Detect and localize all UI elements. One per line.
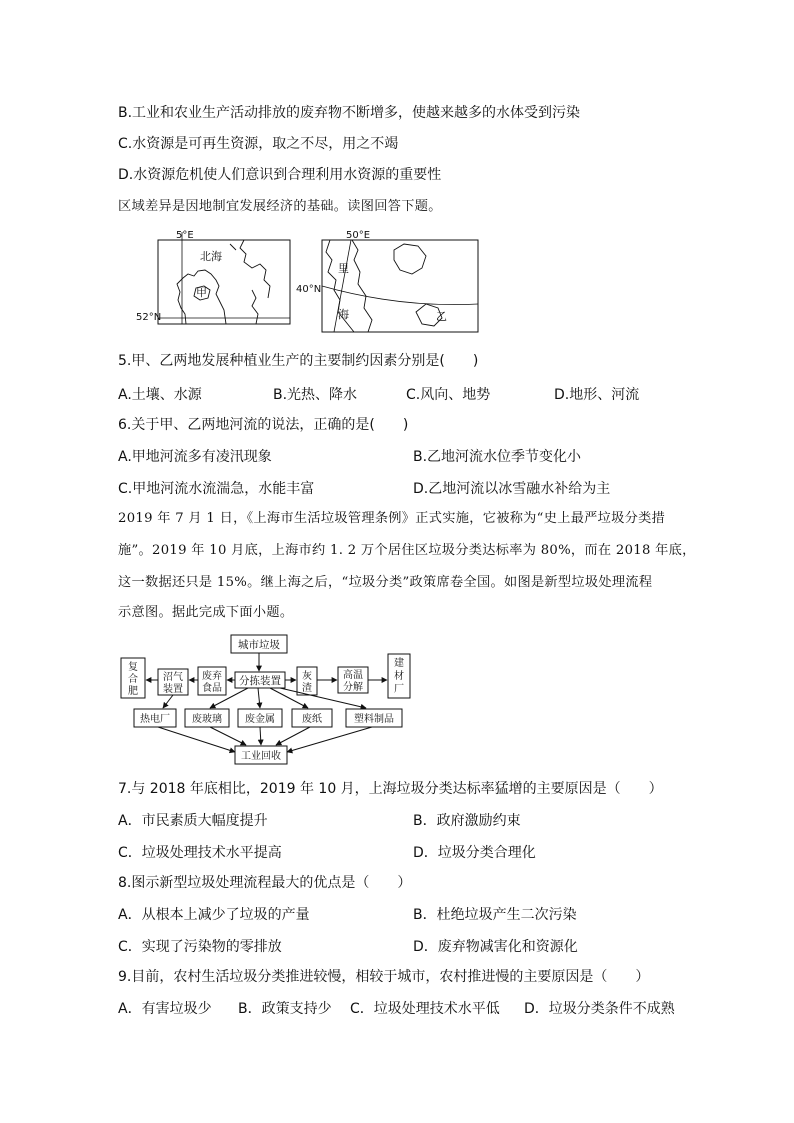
map-yi-parallel [322,286,478,305]
map-yi-lon: 50°E [346,230,371,241]
map-jia-lon: 5°E [176,230,194,241]
node-glass-label: 废玻璃 [192,714,222,725]
waste-intro-line-3: 这一数据还只是 15%。继上海之后，“垃圾分类”政策席卷全国。如图是新型垃圾处理流程 [118,575,653,590]
q6-option-d: D.乙地河流以冰雪融水补给为主 [413,481,611,497]
node-power-plant-label: 热电厂 [140,714,170,725]
node-building-material-label-1: 建 [394,658,404,669]
q9-option-d: D．垃圾分类条件不成熟 [524,1001,675,1017]
q4-option-b: B.工业和农业生产活动排放的废弃物不断增多，使越来越多的水体受到污染 [118,105,581,121]
map-jia-sea: 北海 [200,250,222,263]
node-food-waste-label-2: 食品 [202,683,222,694]
q5-option-b: B.光热、降水 [273,387,358,403]
q6-stem: 6.关于甲、乙两地河流的说法，正确的是( ) [118,417,409,433]
q4-option-c: C.水资源是可再生资源，取之不尽，用之不竭 [118,136,399,152]
arrow-metal-to-recycle [260,727,261,745]
q8-stem: 8.图示新型垃圾处理流程最大的优点是（ ） [118,875,412,891]
q4-option-d: D.水资源危机使人们意识到合理利用水资源的重要性 [118,167,442,183]
waste-intro-line-4: 示意图。据此完成下面小题。 [118,605,294,620]
node-fertilizer-label-2: 合 [128,674,138,685]
node-plastic-label: 塑料制品 [354,714,394,725]
q9-option-c: C．垃圾处理技术水平低 [350,1001,500,1017]
arrow-paper-to-recycle [276,727,310,745]
node-biogas-label-2: 装置 [163,684,183,695]
waste-intro-line-1: 2019 年 7 月 1 日，《上海市生活垃圾管理条例》正式实施，它被称为“史上最严垃圾分类措 [118,511,666,526]
node-pyrolysis-label-2: 分解 [343,682,363,693]
node-biogas-label-1: 沼气 [163,672,183,683]
q8-option-d: D．废弃物减害化和资源化 [413,939,578,955]
q6-option-c: C.甲地河流水流湍急，水能丰富 [118,481,315,497]
q8-option-b: B．杜绝垃圾产生二次污染 [413,907,577,923]
node-food-waste-label-1: 废弃 [202,671,222,682]
waste-intro-line-2: 施”。2019 年 10 月底，上海市约 1. 2 万个居住区垃圾分类达标率为 80%，而在 2018 年底， [118,543,696,558]
q6-option-b: B.乙地河流水位季节变化小 [413,449,582,465]
q5-stem: 5.甲、乙两地发展种植业生产的主要制约因素分别是( ) [118,353,479,369]
arrow-power-to-recycle [158,727,235,752]
map-yi-place: 乙 [436,310,447,323]
arrow-plastic-to-recycle [287,727,372,752]
map-yi-lat: 40°N [296,284,322,295]
map-yi-sea-bottom: 海 [338,308,349,321]
q9-stem: 9.目前，农村生活垃圾分类推进较慢，相较于城市，农村推进慢的主要原因是（ ） [118,969,650,985]
map-jia-island [230,244,236,250]
node-building-material-label-2: 材 [394,671,404,682]
node-fertilizer-label-1: 复 [128,662,138,673]
node-metal-label: 废金属 [245,714,275,725]
q7-option-b: B．政府激励约束 [413,813,521,829]
map-jia-lat: 52°N [136,312,162,323]
q7-option-d: D．垃圾分类合理化 [413,845,536,861]
q7-option-c: C．垃圾处理技术水平提高 [118,845,282,861]
node-building-material-label-3: 厂 [394,684,404,695]
node-sorting-label: 分拣装置 [239,675,281,687]
map-jia [136,228,300,336]
node-pyrolysis-label-1: 高温 [343,670,363,681]
q9-option-b: B．政策支持少 [238,1001,332,1017]
map-yi-coast-east [352,240,372,332]
map-jia-coast-east [240,240,270,298]
map-yi [296,228,486,336]
map-jia-river [252,290,258,324]
q5-option-a: A.土壤、水源 [118,387,202,403]
q8-option-a: A．从根本上减少了垃圾的产量 [118,907,310,923]
node-fertilizer-label-3: 肥 [128,686,138,697]
map-yi-aral [394,244,426,274]
map-jia-place: 甲 [196,286,207,299]
q9-option-a: A．有害垃圾少 [118,1001,212,1017]
map-yi-sea-top: 里 [338,262,349,275]
node-paper-label: 废纸 [302,714,322,725]
q7-stem: 7.与 2018 年底相比，2019 年 10 月，上海垃圾分类达标率猛增的主要原因是（ ） [118,781,663,797]
q5-option-c: C.风向、地势 [406,387,491,403]
arrow-glass-to-recycle [210,727,246,745]
node-ash-label-2: 渣 [302,683,312,694]
node-ash-label-1: 灰 [302,671,312,682]
q5-option-d: D.地形、河流 [554,387,640,403]
arrow-sorting-to-metal [258,688,260,708]
node-recycle-label: 工业回收 [241,751,281,762]
q7-option-a: A．市民素质大幅度提升 [118,813,268,829]
node-city-waste-label: 城市垃圾 [238,639,280,651]
q8-option-c: C．实现了污染物的零排放 [118,939,282,955]
waste-flowchart [118,632,418,770]
arrow-biogas-to-power [163,695,173,708]
q6-option-a: A.甲地河流多有凌汛现象 [118,449,272,465]
region-intro: 区域差异是因地制宜发展经济的基础。读图回答下题。 [118,199,442,214]
